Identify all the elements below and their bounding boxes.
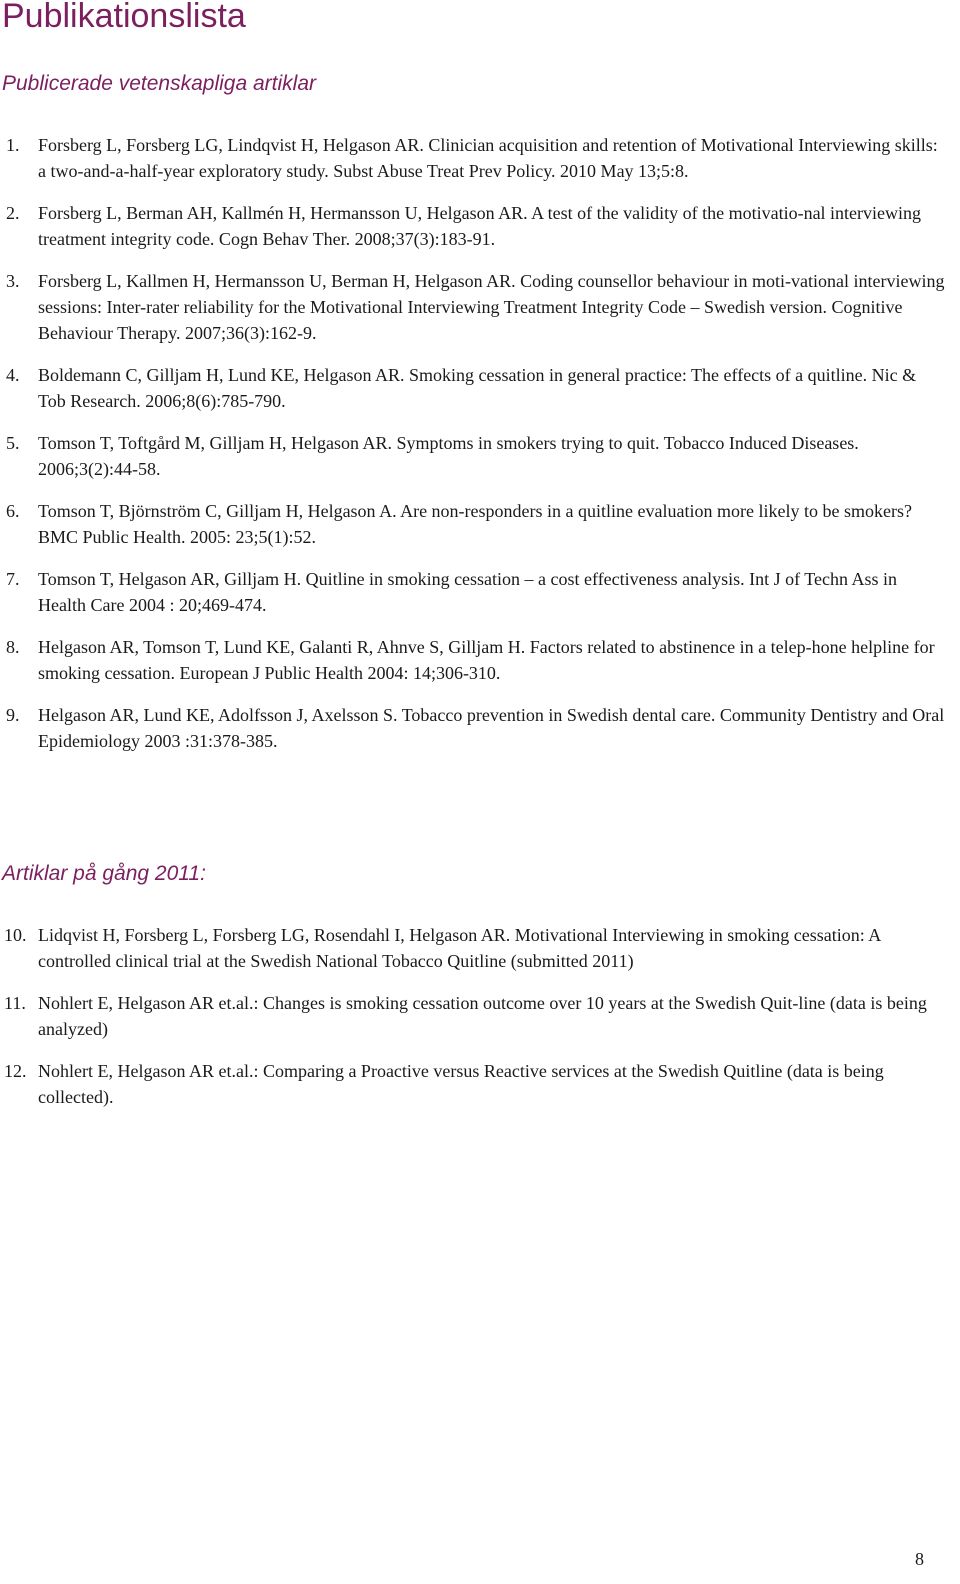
page-title: Publikationslista: [2, 0, 246, 35]
item-number: 12.: [4, 1061, 27, 1081]
item-citation: Helgason AR, Lund KE, Adolfsson J, Axelsson S. Tobacco prevention in Swedish dental care. Community Dentistry and Oral Epidemiology 2003 :31:378-385.: [38, 705, 945, 751]
item-citation: Tomson T, Björnström C, Gilljam H, Helgason A. Are non-responders in a quitline evaluation more likely to be smokers? BMC Public Health. 2005: 23;5(1):52.: [38, 501, 912, 547]
list-item: [0, 1058, 948, 1110]
item-citation: Lidqvist H, Forsberg L, Forsberg LG, Rosendahl I, Helgason AR. Motivational Interviewing in smoking cessation: A controlled clinical trial at the Swedish National Tobacco Quitline (submitted 2011): [38, 925, 881, 971]
list-item: [0, 922, 948, 974]
page-number: 8: [915, 1549, 924, 1569]
item-number: 10.: [4, 925, 27, 945]
item-number: 3.: [6, 271, 20, 291]
item-citation: Boldemann C, Gilljam H, Lund KE, Helgason AR. Smoking cessation in general practice: The effects of a quitline. Nic & Tob Research. 2006;8(6):785-790.: [38, 365, 917, 411]
list-item: [0, 430, 948, 482]
in-progress-articles-list: [0, 922, 948, 1126]
item-citation: Forsberg L, Kallmen H, Hermansson U, Berman H, Helgason AR. Coding counsellor behaviour in moti-vational interviewing sessions: Inter-rater reliability for the Motivational Interviewing Treatment Integrity Code – Swedish version. Cognitive Behaviour Therapy. 2007;36(3):162-9.: [38, 271, 945, 343]
item-number: 11.: [4, 993, 26, 1013]
list-item: [0, 634, 948, 686]
item-number: 1.: [6, 135, 20, 155]
list-item: [0, 498, 948, 550]
item-number: 8.: [6, 637, 20, 657]
list-item: [0, 702, 948, 754]
item-number: 4.: [6, 365, 20, 385]
item-citation: Nohlert E, Helgason AR et.al.: Changes is smoking cessation outcome over 10 years at the Swedish Quit-line (data is being analyzed): [38, 993, 927, 1039]
item-citation: Forsberg L, Forsberg LG, Lindqvist H, Helgason AR. Clinician acquisition and retention of Motivational Interviewing skills: a two-and-a-half-year exploratory study. Subst Abuse Treat Prev Policy. 2010 May 13;5:8.: [38, 135, 938, 181]
list-item: [0, 132, 948, 184]
published-articles-list: [0, 132, 948, 770]
list-item: [0, 990, 948, 1042]
section-heading-in-progress: Artiklar på gång 2011:: [2, 862, 206, 885]
list-item: [0, 362, 948, 414]
item-number: 7.: [6, 569, 20, 589]
item-citation: Tomson T, Helgason AR, Gilljam H. Quitline in smoking cessation – a cost effectiveness analysis. Int J of Techn Ass in Health Care 2004 : 20;469-474.: [38, 569, 898, 615]
item-citation: Forsberg L, Berman AH, Kallmén H, Hermansson U, Helgason AR. A test of the validity of the motivatio-nal interviewing treatment integrity code. Cogn Behav Ther. 2008;37(3):183-91.: [38, 203, 922, 249]
list-item: [0, 268, 948, 346]
item-number: 5.: [6, 433, 20, 453]
item-citation: Helgason AR, Tomson T, Lund KE, Galanti R, Ahnve S, Gilljam H. Factors related to abstinence in a telep-hone helpline for smoking cessation. European J Public Health 2004: 14;306-310.: [38, 637, 935, 683]
item-citation: Tomson T, Toftgård M, Gilljam H, Helgason AR. Symptoms in smokers trying to quit. Tobacco Induced Diseases. 2006;3(2):44-58.: [38, 433, 859, 479]
list-item: [0, 566, 948, 618]
item-number: 2.: [6, 203, 20, 223]
item-number: 6.: [6, 501, 20, 521]
item-citation: Nohlert E, Helgason AR et.al.: Comparing a Proactive versus Reactive services at the Swedish Quitline (data is being collected).: [38, 1061, 884, 1107]
list-item: [0, 200, 948, 252]
section-heading-published: Publicerade vetenskapliga artiklar: [2, 72, 317, 95]
item-number: 9.: [6, 705, 20, 725]
